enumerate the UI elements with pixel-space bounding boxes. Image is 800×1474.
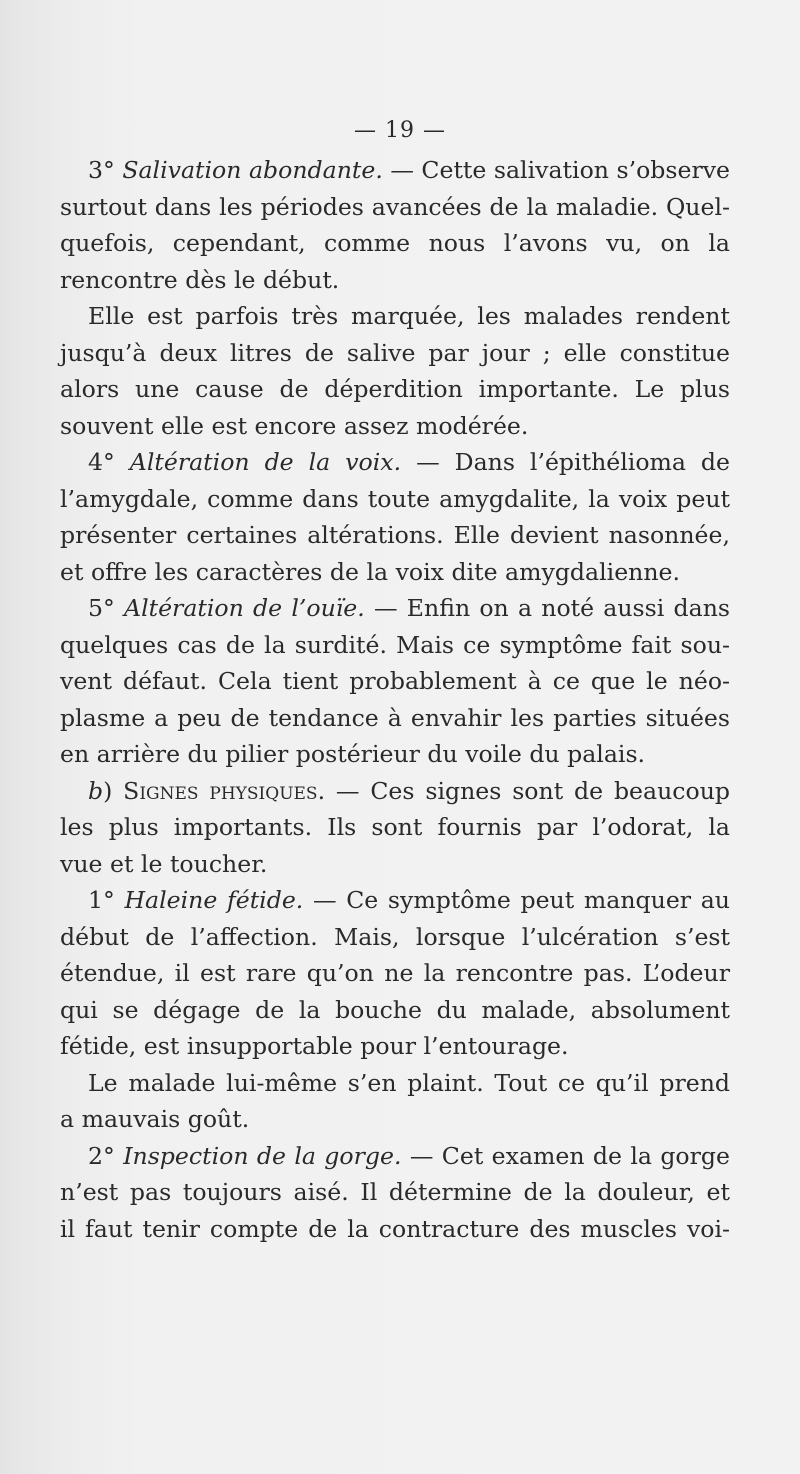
body-text — [60, 152, 730, 1247]
text-run: surtout dans les périodes avancées de la maladie. Quel- — [60, 192, 730, 221]
text-run: a mauvais goût. — [60, 1105, 250, 1133]
text-run: 3° — [88, 156, 123, 184]
text-line — [60, 1065, 730, 1102]
italic-run: Altération de la voix. — [129, 448, 402, 476]
text-run: plasme a peu de tendance à envahir les parties situées — [60, 703, 730, 732]
text-line — [60, 919, 730, 956]
text-line — [60, 152, 730, 189]
text-run: souvent elle est encore assez modérée. — [60, 411, 529, 440]
italic-run: Salivation abondante. — [122, 156, 383, 184]
text-run: Elle est parfois très marquée, les malades rendent — [88, 302, 730, 330]
text-run: les plus importants. Ils sont fournis par l’odorat, la — [60, 813, 730, 841]
text-line — [60, 1101, 730, 1138]
text-line — [60, 882, 730, 919]
text-run: 4° — [88, 448, 130, 476]
text-line — [60, 444, 730, 481]
text-line — [60, 1028, 730, 1065]
text-line — [60, 554, 730, 591]
text-line — [60, 1138, 730, 1175]
text-run: jusqu’à deux litres de salive par jour ; elle constitue — [60, 338, 730, 367]
text-run: ) — [103, 776, 124, 805]
text-run: et offre les caractères de la voix dite amygdalienne. — [60, 557, 681, 586]
text-run: — Cet examen de la gorge — [401, 1141, 730, 1170]
text-line — [60, 663, 730, 700]
text-run: vue et le toucher. — [60, 849, 268, 878]
text-run: 2° — [88, 1141, 124, 1170]
text-run: il faut tenir compte de la contracture des muscles voi- — [60, 1214, 730, 1243]
text-run: — Ces signes sont de beaucoup — [325, 776, 730, 805]
text-run: fétide, est insupportable pour l’entourage. — [60, 1032, 569, 1060]
text-run: en arrière du pilier postérieur du voile du palais. — [60, 740, 646, 768]
text-line — [60, 1174, 730, 1211]
text-line — [60, 481, 730, 518]
text-run: rencontre dès le début. — [60, 265, 340, 294]
text-line — [60, 773, 730, 810]
text-run: l’amygdale, comme dans toute amygdalite, la voix peut — [60, 484, 730, 513]
text-line — [60, 627, 730, 664]
italic-run: b — [88, 776, 104, 805]
text-line — [60, 262, 730, 299]
text-run: n’est pas toujours aisé. Il détermine de la douleur, et — [60, 1178, 730, 1206]
text-run: — Dans l’épithélioma de — [401, 448, 731, 476]
text-line — [60, 1211, 730, 1248]
text-line — [60, 992, 730, 1029]
text-run: quelques cas de la surdité. Mais ce symptôme fait sou- — [60, 630, 730, 659]
text-line — [60, 955, 730, 992]
text-line — [60, 298, 730, 335]
text-line — [60, 371, 730, 408]
small-caps-run: Signes physiques. — [123, 776, 326, 805]
text-line — [60, 408, 730, 445]
text-line — [60, 736, 730, 773]
text-run: 1° — [88, 886, 125, 914]
text-run: début de l’affection. Mais, lorsque l’ulcération s’est — [60, 922, 730, 951]
text-run: vent défaut. Cela tient probablement à ce que le néo- — [60, 667, 730, 695]
text-run: — Cette salivation s’observe — [382, 156, 731, 184]
text-line — [60, 700, 730, 737]
text-line — [60, 846, 730, 883]
text-run: quefois, cependant, comme nous l’avons vu, on la — [60, 229, 730, 257]
text-run: alors une cause de déperdition importante. Le plus — [60, 375, 730, 403]
italic-run: Inspection de la gorge. — [123, 1141, 402, 1170]
text-run: étendue, il est rare qu’on ne la rencontre pas. L’odeur — [60, 959, 730, 987]
text-line — [60, 335, 730, 372]
page-number: — 19 — — [354, 118, 446, 143]
italic-run: Altération de l’ouïe. — [124, 594, 365, 622]
text-line — [60, 225, 730, 262]
text-line — [60, 517, 730, 554]
text-line — [60, 189, 730, 226]
text-run: — Enfin on a noté aussi dans — [364, 594, 731, 622]
text-run: présenter certaines altérations. Elle devient nasonnée, — [60, 521, 730, 549]
text-line — [60, 809, 730, 846]
italic-run: Haleine fétide. — [124, 886, 304, 914]
text-run: — Ce symptôme peut manquer au — [303, 886, 730, 914]
text-run: Le malade lui-même s’en plaint. Tout ce qu’il prend — [88, 1068, 730, 1097]
text-run: qui se dégage de la bouche du malade, absolument — [60, 995, 730, 1024]
text-line — [60, 590, 730, 627]
text-run: 5° — [88, 594, 125, 622]
